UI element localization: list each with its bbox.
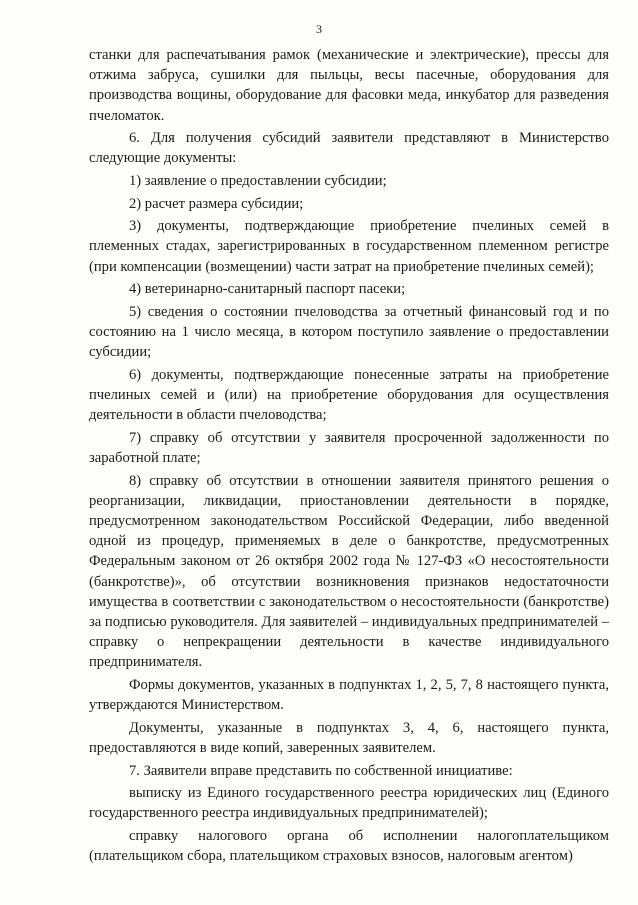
list-item-6-expense-documents: 6) документы, подтверждающие понесенные затраты на приобретение пчелиных семей и (или) на приобретение оборудования для осуществления деятельности в области пчеловодства; bbox=[89, 366, 609, 424]
paragraph-section-7-intro: 7. Заявители вправе представить по собственной инициативе: bbox=[129, 762, 513, 779]
list-item-3-bee-families-documents: 3) документы, подтверждающие приобретение пчелиных семей в племенных стадах, зарегистрированных в государственном племенном регистре (при компенсации (возмещении) части затрат на приобретение пчелиных семей); bbox=[89, 218, 609, 275]
list-item-2-subsidy-calculation: 2) расчет размера субсидии; bbox=[129, 195, 304, 212]
paragraph-document-forms: Формы документов, указанных в подпунктах 1, 2, 5, 7, 8 настоящего пункта, утверждаются Министерством. bbox=[89, 677, 609, 714]
list-item-4-veterinary-passport: 4) ветеринарно-санитарный паспорт пасеки; bbox=[129, 281, 406, 298]
list-item-1-application: 1) заявление о предоставлении субсидии; bbox=[129, 173, 387, 189]
paragraph-section-6-intro: 6. Для получения субсидий заявители представляют в Министерство следующие документы: bbox=[89, 130, 609, 167]
paragraph-document-copies: Документы, указанные в подпунктах 3, 4, 6, настоящего пункта, предоставляются в виде копий, заверенных заявителем. bbox=[89, 719, 609, 756]
list-item-5-beekeeping-report: 5) сведения о состоянии пчеловодства за отчетный финансовый год и по состоянию на 1 число месяца, в котором поступило заявление о предоставлении субсидии; bbox=[89, 303, 609, 361]
list-item-7-wage-debt-certificate: 7) справку об отсутствии у заявителя просроченной задолженности по заработной плате; bbox=[89, 429, 609, 466]
document-body bbox=[89, 45, 609, 869]
page-number: 3 bbox=[316, 22, 322, 36]
paragraph-equipment-list-continuation: станки для распечатывания рамок (механические и электрические), прессы для отжима забруса, сушилки для пыльцы, весы пасечные, оборудования для производства вощины, оборудование для фасовки меда, инкубатор для разведения пчеломаток. bbox=[89, 47, 609, 124]
list-item-tax-certificate: справку налогового органа об исполнении налогоплательщиком (плательщиком сбора, плательщиком страховых взносов, налоговым агентом) bbox=[89, 827, 609, 865]
list-item-registry-extract: выписку из Единого государственного реестра юридических лиц (Единого государственного реестра индивидуальных предпринимателей); bbox=[89, 785, 609, 822]
list-item-8-reorganization-certificate: 8) справку об отсутствии в отношении заявителя принятого решения о реорганизации, ликвидации, приостановлении деятельности в порядке, предусмотренном законодательством Российской Федерации, либо введенной одной из процедур, применяемых в деле о банкротстве, предусмотренных Федеральным законом от 26 октября 2002 года № 127-ФЗ «О несостоятельности (банкротстве)», об отсутствии возникновения признаков недостаточности имущества в соответствии с законодательством о несостоятельности (банкротстве) за подписью руководителя. Для заявителей – индивидуальных предпринимателей – справку о непрекращении деятельности в качестве индивидуального предпринимателя. bbox=[89, 472, 609, 671]
